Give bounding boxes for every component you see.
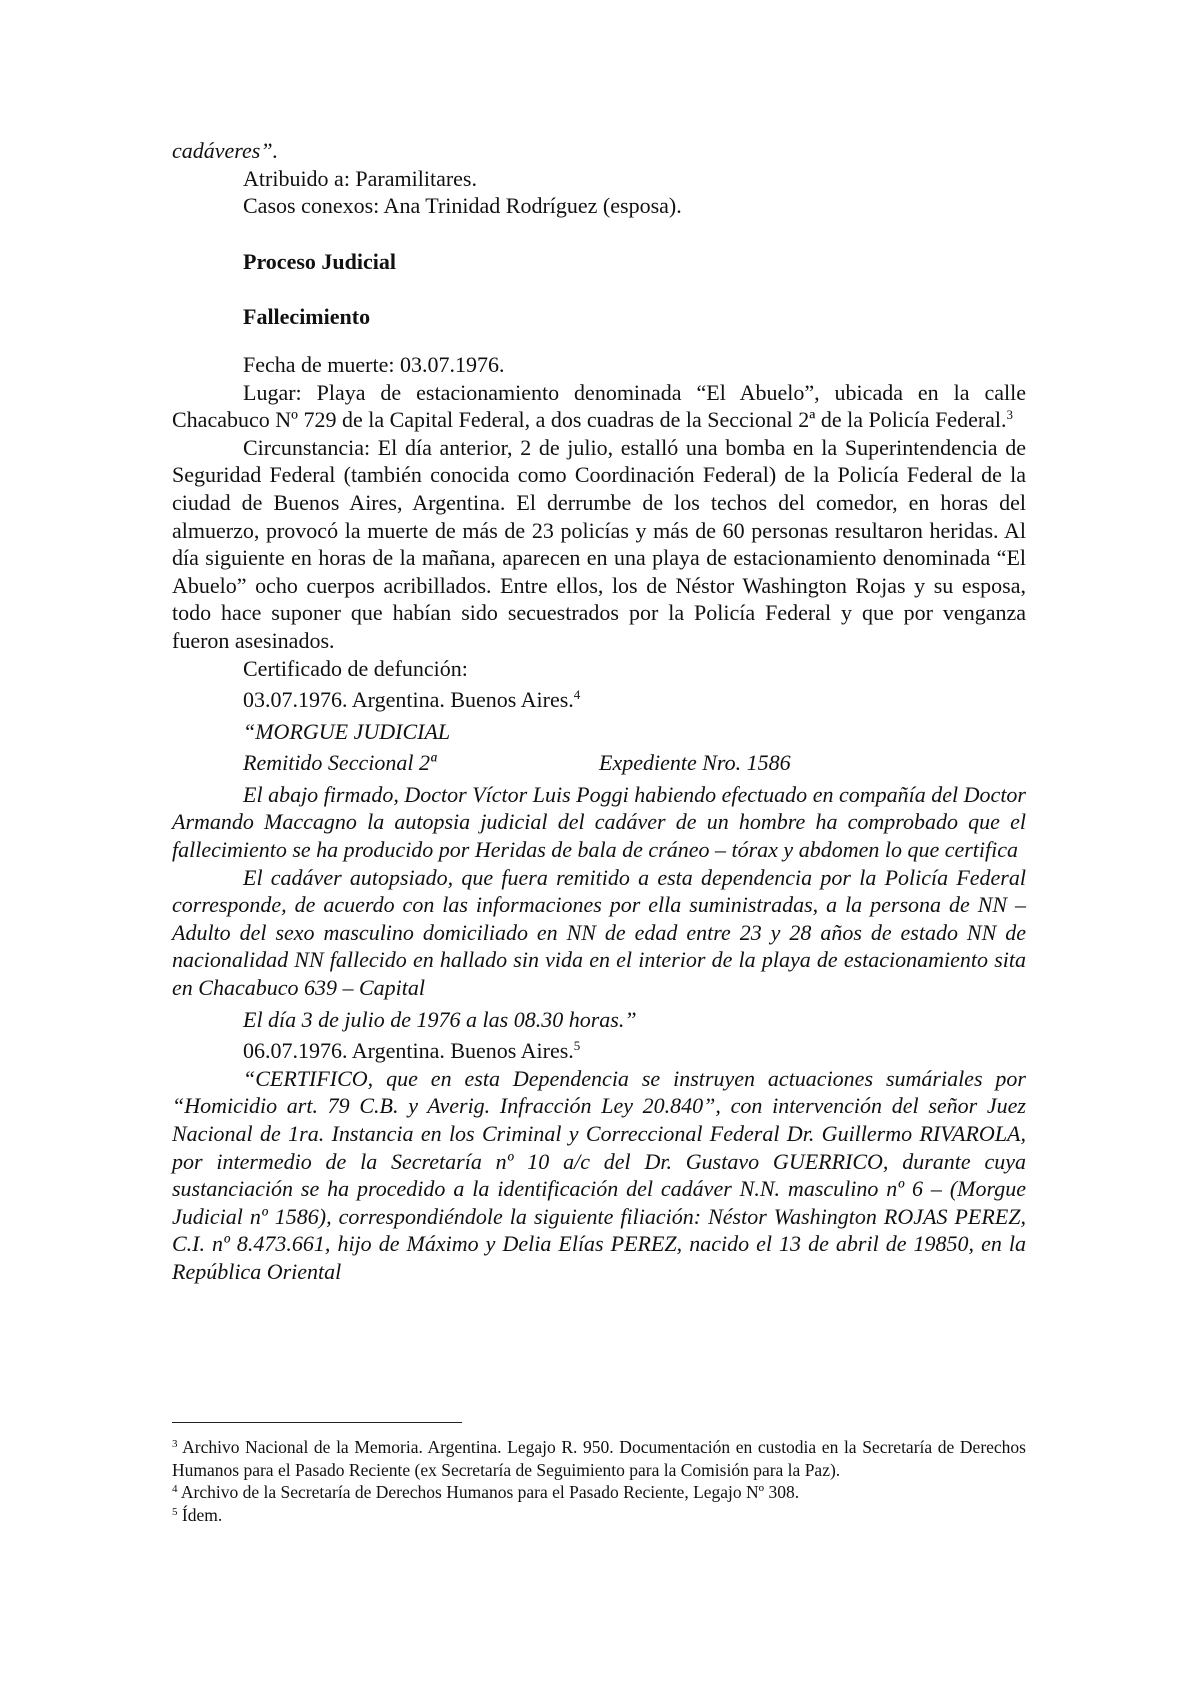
footnote-number: 4	[172, 1483, 178, 1495]
expediente-number: Expediente Nro. 1586	[599, 750, 791, 776]
footnote-number: 3	[172, 1438, 178, 1450]
certificate-second-date-text: 06.07.1976. Argentina. Buenos Aires.	[243, 1038, 574, 1064]
heading-judicial-process: Proceso Judicial	[243, 248, 396, 274]
footnote-divider	[172, 1422, 462, 1423]
footnote-ref-5[interactable]: 5	[573, 1038, 581, 1054]
attributed-to: Atribuido a: Paramilitares.	[243, 165, 477, 191]
remitido-seccional: Remitido Seccional 2ª	[243, 750, 437, 776]
footnote-5	[172, 1504, 1026, 1527]
certificate-first-date	[172, 686, 1026, 714]
heading-death: Fallecimiento	[243, 304, 371, 330]
death-circumstance: Circunstancia: El día anterior, 2 de julio, estalló una bomba en la Superintendencia de Seguridad Federal (también conocida como Coordinación Federal) de la Policía Federal de la ciudad de Buenos Aires, Argentina. El derrumbe de los techos del comedor, en horas del almuerzo, provocó la muerte de más de 23 policías y más de 60 personas resultaron heridas. Al día siguiente en horas de la mañana, aparecen en una playa de estacionamiento denominada “El Abuelo” ocho cuerpos acribillados. Entre ellos, los de Néstor Washington Rojas y su esposa, todo hace suponer que habían sido secuestrados por la Policía Federal y que por venganza fueron asesinados.	[172, 434, 1026, 653]
certificate-paragraph-certifico: “CERTIFICO, que en esta Dependencia se instruyen actuaciones sumáriales por “Homicidio art. 79 C.B. y Averig. Infracción Ley 20.840”, con intervención del señor Juez Nacional de 1ra. Instancia en los Criminal y Correccional Federal Dr. Guillermo RIVAROLA, por intermedio de la Secretaría nº 10 a/c del Dr. Gustavo GUERRICO, durante cuya sustanciación se ha procedido a la identificación del cadáver N.N. masculino nº 6 – (Morgue Judicial nº 1586), correspondiéndole la siguiente filiación: Néstor Washington ROJAS PEREZ, C.I. nº 8.473.661, hijo de Máximo y Delia Elías PEREZ, nacido el 13 de abril de 19850, en la República Oriental	[172, 1065, 1026, 1284]
carryover-text: cadáveres”.	[172, 138, 279, 163]
footnote-text: Ídem.	[181, 1504, 223, 1525]
morgue-reference-row	[172, 749, 1026, 777]
footnote-ref-3[interactable]: 3	[1006, 407, 1014, 423]
footnote-text: Archivo de la Secretaría de Derechos Humanos para el Pasado Reciente, Legajo Nº 308.	[180, 1482, 800, 1502]
morgue-title: “MORGUE JUDICIAL	[243, 718, 451, 744]
certificate-paragraph-date: El día 3 de julio de 1976 a las 08.30 horas.”	[243, 1006, 637, 1032]
certificate-first-date-text: 03.07.1976. Argentina. Buenos Aires.	[243, 687, 574, 713]
footnotes	[172, 1422, 1026, 1526]
certificate-paragraph-identity: El cadáver autopsiado, que fuera remitido a esta dependencia por la Policía Federal corresponde, de acuerdo con las informaciones por ella suministradas, a la persona de NN – Adulto del sexo masculino domiciliado en NN de edad entre 23 y 28 años de estado NN de nacionalidad NN fallecido en hallado sin vida en el interior de la playa de estacionamiento sita en Chacabuco 639 – Capital	[172, 864, 1026, 1001]
certificate-label: Certificado de defunción:	[243, 655, 468, 681]
footnote-4	[172, 1481, 1026, 1504]
death-place	[172, 379, 1026, 434]
death-date: Fecha de muerte: 03.07.1976.	[243, 351, 505, 377]
footnote-text: Archivo Nacional de la Memoria. Argentina. Legajo R. 950. Documentación en custodia en la Secretaría de Derechos Humanos para el Pasado Reciente (ex Secretaría de Seguimiento para la Comisión para la Paz).	[172, 1437, 1026, 1480]
footnote-3	[172, 1436, 1026, 1481]
certificate-second-date	[172, 1037, 1026, 1065]
page-body	[172, 137, 1026, 1286]
footnote-ref-4[interactable]: 4	[573, 687, 581, 703]
footnote-number: 5	[172, 1505, 178, 1518]
death-place-text: Lugar: Playa de estacionamiento denominada “El Abuelo”, ubicada en la calle Chacabuco Nº 729 de la Capital Federal, a dos cuadras de la Seccional 2ª de la Policía Federal.	[172, 379, 1026, 433]
related-cases: Casos conexos: Ana Trinidad Rodríguez (esposa).	[243, 193, 682, 219]
certificate-paragraph-autopsy: El abajo firmado, Doctor Víctor Luis Poggi habiendo efectuado en compañía del Doctor Armando Maccagno la autopsia judicial del cadáver de un hombre ha comprobado que el fallecimiento se ha producido por Heridas de bala de cráneo – tórax y abdomen lo que certifica	[172, 781, 1026, 863]
